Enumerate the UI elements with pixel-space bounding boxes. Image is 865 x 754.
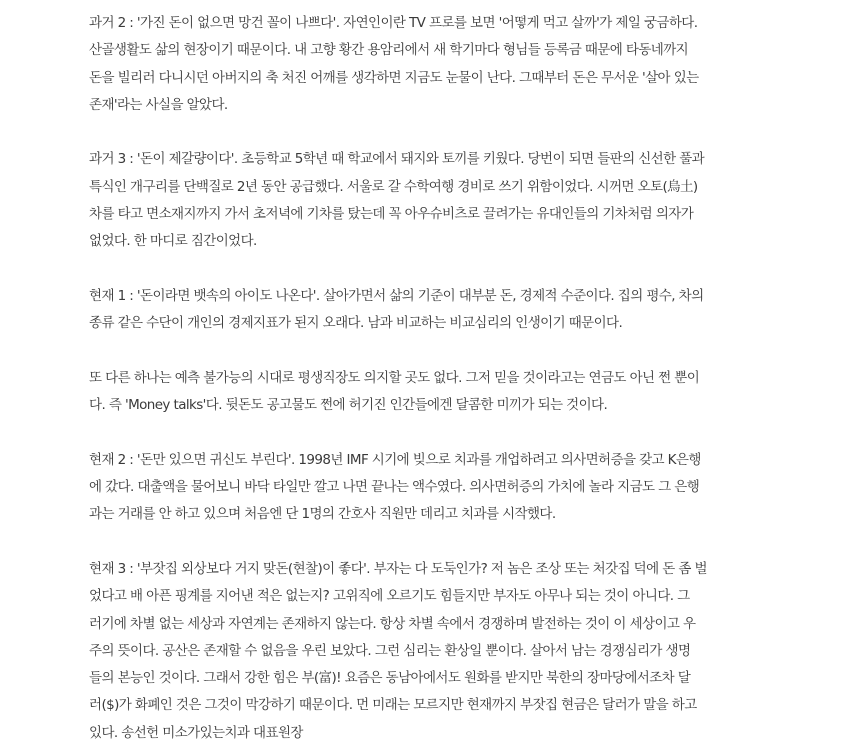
paragraph-unpredictable-era: 또 다른 하나는 예측 불가능의 시대로 평생직장도 의지할 곳도 없다. 그저 믿을 것이라고는 연금도 아닌 쩐 뿐이 다. 즉 'Money talks'다. 뒷돈도 공고물도 쩐에 허기진 인간들에겐 달콤한 미끼가 되는 것이다.: [89, 369, 700, 414]
paragraph-past-3: 과거 3 : '돈이 제갈량이다'. 초등학교 5학년 때 학교에서 돼지와 토끼를 키웠다. 당번이 되면 들판의 신선한 풀과 특식인 개구리를 단백질로 2년 동안 공급했다. 서울로 갈 수학여행 경비로 쓰기 위함이었다. 시꺼먼 오토(烏土) 차를 타고 면소재지까지 가서 초저녁에 기차를 탔는데 꼭 아우슈비츠로 끌려가는 유대인들의 기차처럼 의자가 없었다. 한 마디로 짐간이었다.: [89, 151, 705, 250]
paragraph-past-2: 과거 2 : '가진 돈이 없으면 망건 꼴이 나쁘다'. 자연인이란 TV 프로를 보면 '어떻게 먹고 살까'가 제일 궁금하다. 산골생활도 삶의 현장이기 때문이다. 내 고향 황간 용암리에서 새 학기마다 형님들 등록금 때문에 타동네까지 돈을 빌리러 다니시던 아버지의 축 처진 어깨를 생각하면 지금도 눈물이 난다. 그때부터 돈은 무서운 '살아 있는 존재'라는 사실을 알았다.: [89, 15, 699, 113]
paragraph-present-2: 현재 2 : '돈만 있으면 귀신도 부린다'. 1998년 IMF 시기에 빚으로 치과를 개업하려고 의사면허증을 갖고 K은행 에 갔다. 대출액을 물어보니 바닥 타일만 깔고 나면 끝나는 액수였다. 의사면허증의 가치에 놀라 지금도 그 은행 과는 거래를 안 하고 있으며 처음엔 단 1명의 간호사 직원만 데리고 치과를 시작했다.: [89, 451, 701, 523]
paragraph-present-3: 현재 3 : '부잣집 외상보다 거지 맞돈(현찰)이 좋다'. 부자는 다 도둑인가? 저 놈은 조상 또는 처갓집 덕에 돈 좀 벌 었다고 배 아픈 핑계를 지어낸 적은 없는지? 고위직에 오르기도 힘들지만 부자도 아무나 되는 것이 아니다. 그 러기에 차별 없는 세상과 자연계는 존재하지 않는다. 항상 차별 속에서 경쟁하며 발전하는 것이 이 세상이고 우 주의 뜻이다. 공산은 존재할 수 없음을 우린 보았다. 그런 심리는 환상일 뿐이다. 살아서 남는 경쟁심리가 생명 들의 본능인 것이다. 그래서 강한 힘은 부(富)! 요즘은 동남아에서도 원화를 받지만 북한의 장마당에서조차 달 러($)가 화폐인 것은 그것이 막강하기 때문이다. 먼 미래는 모르지만 현재까지 부잣집 현금은 달러가 말을 하고 있다. 송선헌 미소가있는치과 대표원장: [89, 560, 707, 741]
article-body: [89, 10, 779, 747]
paragraph-present-1: 현재 1 : '돈이라면 뱃속의 아이도 나온다'. 살아가면서 삶의 기준이 대부분 돈, 경제적 수준이다. 집의 평수, 차의 종류 같은 수단이 개인의 경제지표가 된지 오래다. 남과 비교하는 비교심리의 인생이기 때문이다.: [89, 287, 704, 332]
